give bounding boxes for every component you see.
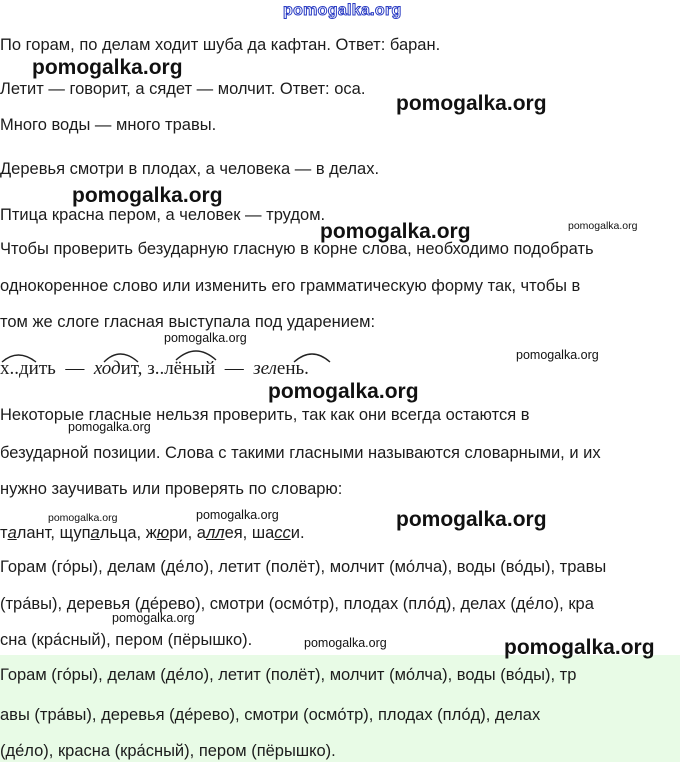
rule-line-1: Чтобы проверить безударную гласную в корне слова, необходимо подобрать	[0, 240, 594, 258]
watermark-4: pomogalka.org	[320, 220, 471, 243]
example-root-1: ход	[93, 358, 121, 379]
vocab-line-2: безударной позиции. Слова с такими гласными называются словарными, и их	[0, 444, 601, 462]
watermark-5: pomogalka.org	[568, 220, 638, 232]
proverb-1: По горам, по делам ходит шуба да кафтан. Ответ: баран.	[0, 36, 441, 54]
analysis-line-1: Горам (го́ры), делам (де́ло), летит (полёт), молчит (мо́лча), воды (во́ды), травы	[0, 558, 607, 576]
example-word-1: х..дить	[0, 358, 56, 379]
proverb-3: Много воды — много травы.	[0, 116, 217, 134]
word-part: и.	[290, 524, 305, 542]
proverb-4: Деревья смотри в плодах, а человека — в делах.	[0, 160, 380, 178]
watermark-8: pomogalka.org	[268, 380, 419, 403]
answer-line-3: (де́ло), красна (кра́сный), пером (пёрышко).	[0, 742, 336, 760]
vocab-line-3: нужно заучивать или проверять по словарю:	[0, 480, 343, 498]
vocab-words	[0, 523, 305, 543]
watermark-1: pomogalka.org	[32, 56, 183, 79]
watermark-15: pomogalka.org	[504, 636, 655, 659]
watermark-13: pomogalka.org	[112, 611, 195, 625]
example-word-3: з..лёный	[147, 358, 216, 379]
proverb-2: Летит — говорит, а сядет — молчит. Ответ: оса.	[0, 80, 366, 98]
rule-line-2: однокоренное слово или изменить его грамматическую форму так, чтобы в	[0, 277, 581, 295]
word-part: лант, щуп	[16, 524, 91, 542]
underlined-letters: сс	[274, 524, 291, 542]
watermark-3: pomogalka.org	[72, 184, 223, 207]
proverb-5: Птица красна пером, а человек — трудом.	[0, 206, 326, 224]
example-dash-1: —	[65, 358, 85, 379]
top-watermark: pomogalka.org	[283, 2, 402, 19]
watermark-14: pomogalka.org	[304, 636, 387, 650]
watermark-11: pomogalka.org	[196, 508, 279, 522]
underlined-vowel: а	[7, 524, 17, 542]
watermark-6: pomogalka.org	[164, 331, 247, 345]
watermark-7: pomogalka.org	[516, 348, 599, 362]
watermark-9: pomogalka.org	[68, 420, 151, 434]
analysis-line-2: (тра́вы), деревья (де́рево), смотри (осмо́тр), плодах (пло́д), делах (де́ло), кра	[0, 595, 594, 613]
watermark-12: pomogalka.org	[396, 508, 547, 531]
word-part: ея, ша	[224, 524, 275, 542]
example-word-2-rest: ит,	[120, 358, 143, 379]
vocab-line-1: Некоторые гласные нельзя проверить, так как они всегда остаются в	[0, 406, 530, 424]
word-part: льца, ж	[99, 524, 157, 542]
watermark-2: pomogalka.org	[396, 92, 547, 115]
answer-line-1: Горам (го́ры), делам (де́ло), летит (полёт), молчит (мо́лча), воды (во́ды), тр	[0, 666, 577, 684]
watermark-10: pomogalka.org	[48, 512, 118, 524]
example-word-4-rest: ень.	[276, 358, 309, 379]
rule-line-3: том же слоге гласная выступала под ударением:	[0, 313, 376, 331]
word-part: т	[0, 524, 8, 542]
underlined-letters: лл	[205, 524, 225, 542]
underlined-vowel: ю	[156, 524, 170, 542]
example-dash-2: —	[224, 358, 244, 379]
answer-line-2: авы (тра́вы), деревья (де́рево), смотри (осмо́тр), плодах (пло́д), делах	[0, 706, 541, 724]
analysis-line-3: сна (кра́сный), пером (пёрышко).	[0, 631, 253, 649]
underlined-vowel: а	[90, 524, 100, 542]
word-part: ри, а	[169, 524, 206, 542]
root-arcs	[0, 344, 400, 366]
example-root-2: зел	[253, 358, 277, 379]
